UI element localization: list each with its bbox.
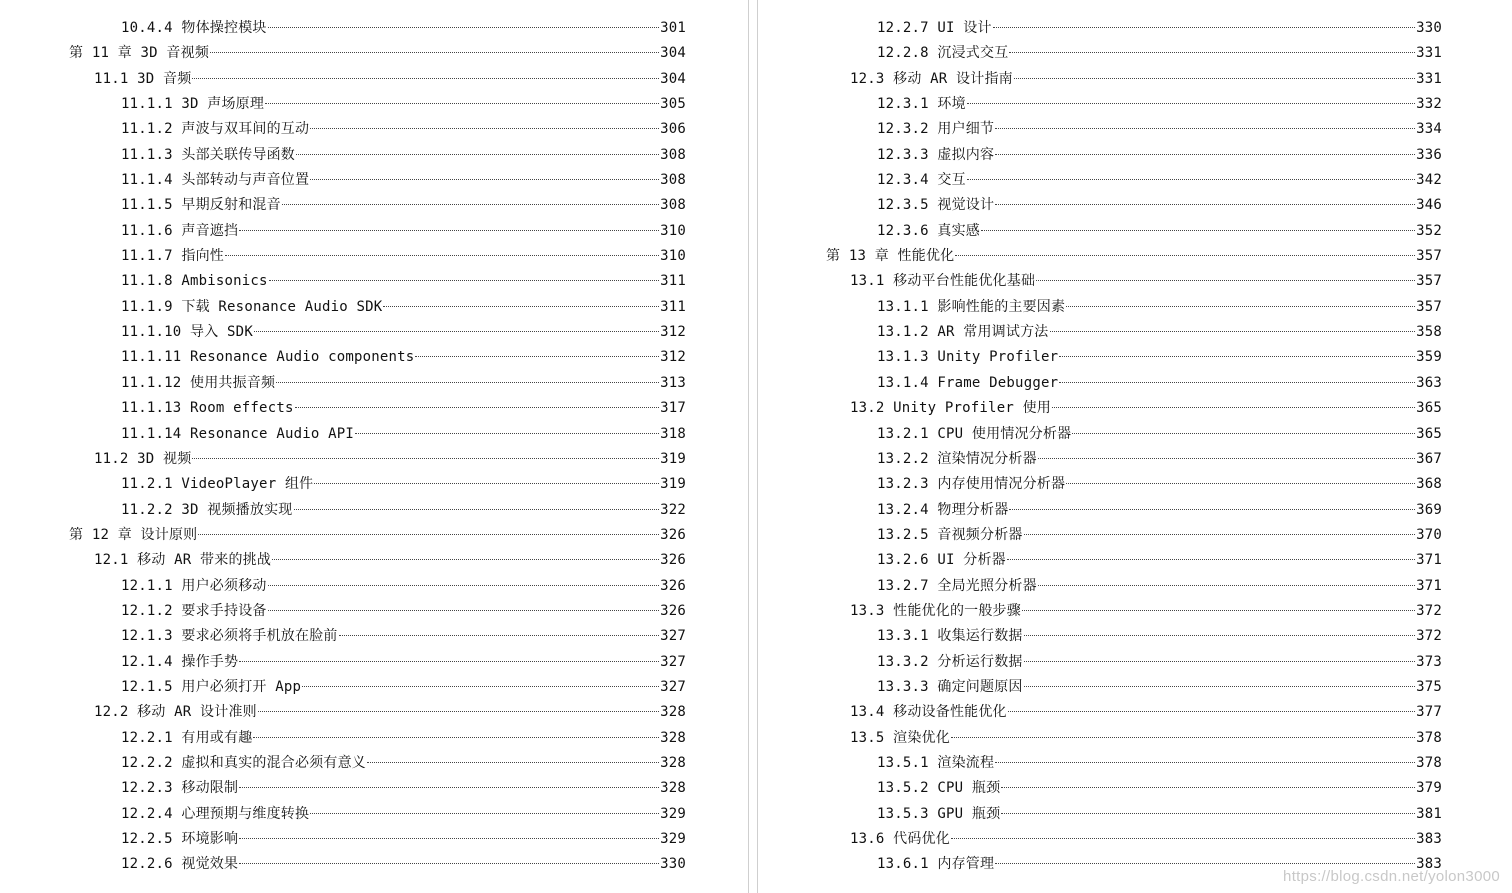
toc-entry-title: 13.5.2 CPU 瓶颈 [877,780,1001,797]
toc-entry[interactable] [0,700,686,725]
toc-entry-title: 13.6.1 内存管理 [877,856,995,873]
toc-entry[interactable] [0,219,686,244]
toc-entry-title: 12.2.6 视觉效果 [121,856,239,873]
left-page [0,0,748,893]
toc-entry-title: 11.1.6 声音遮挡 [121,222,239,239]
toc-entry-title: 13.2.2 渲染情况分析器 [877,450,1037,467]
toc-entry-title: 13.2.3 内存使用情况分析器 [877,476,1066,493]
toc-entry-page-number: 329 [660,831,686,847]
toc-entry-title: 13.2.7 全局光照分析器 [877,577,1037,594]
toc-entry-page-number: 328 [660,729,686,746]
toc-entry[interactable] [0,802,686,827]
toc-entry-title: 13.2.6 UI 分析器 [877,552,1006,569]
toc-entry-title: 12.3.1 环境 [877,96,966,113]
dot-leader [1066,483,1415,484]
toc-entry[interactable] [758,624,1442,649]
toc-entry-title: 第 13 章 性能优化 [826,248,955,265]
toc-entry-page-number: 378 [1416,754,1442,771]
toc-entry-page-number: 330 [660,856,686,873]
toc-entry-title: 11.1.2 声波与双耳间的互动 [121,121,310,138]
toc-entry-page-number: 330 [1416,20,1442,36]
dot-leader [383,306,659,307]
toc-entry-title: 第 12 章 设计原则 [69,526,198,543]
toc-entry-title: 13.5.3 GPU 瓶颈 [877,805,1001,822]
toc-entry[interactable] [0,422,686,447]
toc-entry[interactable] [758,269,1442,294]
toc-entry[interactable] [758,599,1442,624]
dot-leader [1009,509,1415,510]
dot-leader [272,559,659,560]
toc-entry-title: 11.1.11 Resonance Audio components [121,349,415,366]
dot-leader [225,255,659,256]
toc-entry-page-number: 381 [1416,805,1442,822]
toc-entry-page-number: 305 [660,96,686,113]
dot-leader [1024,686,1416,687]
toc-entry[interactable] [758,16,1442,41]
toc-entry[interactable] [758,345,1442,370]
toc-entry-page-number: 328 [660,704,686,721]
toc-entry-title: 12.2.5 环境影响 [121,831,239,847]
dot-leader [239,863,659,864]
dot-leader [1001,787,1415,788]
toc-entry-title: 10.4.4 物体操控模块 [121,20,267,36]
toc-entry[interactable] [758,143,1442,168]
toc-entry-page-number: 379 [1416,780,1442,797]
dot-leader [1038,585,1415,586]
dot-leader [276,382,659,383]
toc-entry-page-number: 371 [1416,577,1442,594]
toc-entry[interactable] [758,776,1442,801]
dot-leader [355,433,659,434]
toc-entry[interactable] [0,650,686,675]
dot-leader [239,787,659,788]
toc-entry-title: 11.2.1 VideoPlayer 组件 [121,476,314,493]
toc-entry[interactable] [0,574,686,599]
toc-entry-page-number: 375 [1416,678,1442,695]
dot-leader [339,635,660,636]
toc-entry-page-number: 357 [1416,248,1442,265]
toc-entry-title: 12.3.2 用户细节 [877,121,995,138]
dot-leader [951,838,1415,839]
toc-entry-page-number: 346 [1416,197,1442,214]
toc-entry[interactable] [0,852,686,877]
toc-entry-page-number: 326 [660,552,686,569]
toc-entry-title: 11.1.12 使用共振音频 [121,374,276,391]
dot-leader [258,711,659,712]
toc-entry-page-number: 367 [1416,450,1442,467]
dot-leader [1008,711,1415,712]
dot-leader [1066,306,1415,307]
toc-entry-page-number: 368 [1416,476,1442,493]
dot-leader [1007,559,1415,560]
toc-entry-title: 13.1 移动平台性能优化基础 [850,273,1036,290]
toc-entry[interactable] [758,41,1442,66]
toc-entry-title: 13.3 性能优化的一般步骤 [850,602,1021,619]
toc-entry-title: 11.1.13 Room effects [121,400,294,417]
toc-entry-page-number: 310 [660,222,686,239]
toc-entry-page-number: 301 [660,20,686,36]
toc-entry[interactable] [758,295,1442,320]
dot-leader [955,255,1415,256]
toc-entry-page-number: 317 [660,400,686,417]
toc-entry[interactable] [758,523,1442,548]
toc-entry-title: 11.1.8 Ambisonics [121,273,268,290]
toc-entry[interactable] [758,802,1442,827]
toc-entry-page-number: 319 [660,450,686,467]
toc-entry-title: 12.2.3 移动限制 [121,780,239,797]
toc-entry-title: 13.2 Unity Profiler 使用 [850,400,1051,417]
toc-entry[interactable] [758,675,1442,700]
dot-leader [967,103,1415,104]
dot-leader [1024,661,1416,662]
toc-entry-title: 12.1.3 要求必须将手机放在脸前 [121,628,338,645]
toc-entry-page-number: 331 [1416,70,1442,87]
toc-list-left [0,16,686,878]
toc-entry[interactable] [0,751,686,776]
toc-entry-page-number: 359 [1416,349,1442,366]
toc-entry-title: 13.2.1 CPU 使用情况分析器 [877,425,1072,442]
toc-entry-title: 12.3.3 虚拟内容 [877,146,995,163]
toc-entry-page-number: 327 [660,678,686,695]
toc-entry-title: 12.2 移动 AR 设计准则 [94,704,257,721]
toc-entry[interactable] [0,523,686,548]
toc-entry-page-number: 322 [660,501,686,518]
dot-leader [239,230,659,231]
toc-entry-page-number: 336 [1416,146,1442,163]
toc-entry[interactable] [0,345,686,370]
toc-entry-page-number: 310 [660,248,686,265]
toc-entry-page-number: 372 [1416,628,1442,645]
toc-entry[interactable] [0,599,686,624]
toc-entry-page-number: 328 [660,780,686,797]
toc-entry-title: 11.2.2 3D 视频播放实现 [121,501,293,518]
toc-entry-page-number: 372 [1416,602,1442,619]
toc-entry-title: 12.1.5 用户必须打开 App [121,678,302,695]
toc-entry-title: 11.1 3D 音频 [94,70,192,87]
toc-entry-page-number: 311 [660,273,686,290]
toc-entry[interactable] [758,371,1442,396]
toc-entry-page-number: 370 [1416,526,1442,543]
toc-entry-title: 11.1.5 早期反射和混音 [121,197,281,214]
toc-entry[interactable] [758,447,1442,472]
toc-entry-page-number: 378 [1416,729,1442,746]
toc-entry[interactable] [758,168,1442,193]
toc-entry[interactable] [758,498,1442,523]
toc-entry[interactable] [0,498,686,523]
toc-entry-title: 13.1.4 Frame Debugger [877,374,1059,391]
dot-leader [269,280,659,281]
toc-entry-page-number: 371 [1416,552,1442,569]
dot-leader [198,534,659,535]
toc-entry-page-number: 327 [660,628,686,645]
toc-entry[interactable] [758,193,1442,218]
toc-entry[interactable] [0,295,686,320]
dot-leader [1014,78,1415,79]
dot-leader [192,458,659,459]
toc-entry-page-number: 377 [1416,704,1442,721]
toc-entry[interactable] [758,422,1442,447]
toc-entry-title: 12.2.7 UI 设计 [877,20,992,36]
toc-entry-title: 11.1.1 3D 声场原理 [121,96,265,113]
toc-entry-page-number: 308 [660,172,686,189]
dot-leader [192,78,659,79]
toc-entry-page-number: 363 [1416,374,1442,391]
toc-entry[interactable] [0,193,686,218]
toc-entry-title: 13.5 渲染优化 [850,729,950,746]
dot-leader [310,128,659,129]
dot-leader [1024,635,1416,636]
toc-entry-page-number: 326 [660,577,686,594]
toc-entry[interactable] [758,320,1442,345]
toc-entry-title: 13.1.2 AR 常用调试方法 [877,324,1049,341]
toc-entry-title: 13.2.5 音视频分析器 [877,526,1023,543]
toc-entry[interactable] [0,675,686,700]
dot-leader [1009,52,1415,53]
toc-entry[interactable] [758,67,1442,92]
toc-entry-title: 11.2 3D 视频 [94,450,192,467]
dot-leader [310,179,659,180]
dot-leader [981,230,1415,231]
toc-entry-title: 13.3.3 确定问题原因 [877,678,1023,695]
dot-leader [239,661,659,662]
dot-leader [995,154,1415,155]
toc-entry[interactable] [758,92,1442,117]
toc-entry[interactable] [0,244,686,269]
toc-entry-title: 11.1.7 指向性 [121,248,225,265]
dot-leader [254,331,659,332]
toc-entry-title: 12.2.2 虚拟和真实的混合必须有意义 [121,754,367,771]
toc-entry-title: 第 11 章 3D 音视频 [69,45,210,62]
dot-leader [1059,356,1415,357]
dot-leader [265,103,659,104]
toc-entry-title: 13.1.3 Unity Profiler [877,349,1059,366]
toc-entry-title: 12.2.1 有用或有趣 [121,729,253,746]
toc-entry-page-number: 365 [1416,400,1442,417]
toc-entry-title: 13.1.1 影响性能的主要因素 [877,298,1066,315]
toc-entry-page-number: 306 [660,121,686,138]
dot-leader [1059,382,1415,383]
watermark: https://blog.csdn.net/yolon3000 [1283,868,1500,885]
dot-leader [1038,458,1415,459]
toc-entry-page-number: 334 [1416,121,1442,138]
dot-leader [310,813,659,814]
toc-entry-title: 11.1.4 头部转动与声音位置 [121,172,310,189]
toc-entry-page-number: 308 [660,197,686,214]
toc-entry-title: 12.2.4 心理预期与维度转换 [121,805,310,822]
dot-leader [1036,280,1415,281]
toc-entry-page-number: 373 [1416,653,1442,670]
dot-leader [295,407,660,408]
toc-entry[interactable] [0,143,686,168]
dot-leader [268,27,660,28]
toc-entry-page-number: 357 [1416,273,1442,290]
toc-entry-title: 12.3.5 视觉设计 [877,197,995,214]
dot-leader [282,204,659,205]
toc-entry-page-number: 342 [1416,172,1442,189]
toc-entry-title: 13.4 移动设备性能优化 [850,704,1007,721]
toc-entry-title: 12.3 移动 AR 设计指南 [850,70,1013,87]
toc-entry[interactable] [0,472,686,497]
toc-entry[interactable] [758,650,1442,675]
toc-entry-page-number: 304 [660,70,686,87]
toc-entry-page-number: 357 [1416,298,1442,315]
toc-entry[interactable] [758,751,1442,776]
dot-leader [995,863,1415,864]
toc-entry-title: 11.1.10 导入 SDK [121,324,253,341]
dot-leader [314,483,659,484]
toc-entry[interactable] [758,244,1442,269]
toc-entry[interactable] [758,117,1442,142]
toc-entry-page-number: 318 [660,425,686,442]
toc-entry[interactable] [758,574,1442,599]
toc-entry[interactable] [758,396,1442,421]
toc-entry-title: 12.2.8 沉浸式交互 [877,45,1009,62]
dot-leader [951,737,1415,738]
toc-entry-title: 12.3.4 交互 [877,172,966,189]
dot-leader [1001,813,1415,814]
page-gutter [748,0,758,893]
dot-leader [995,204,1415,205]
toc-entry-page-number: 327 [660,653,686,670]
toc-entry[interactable] [0,726,686,751]
toc-entry-page-number: 313 [660,374,686,391]
toc-entry[interactable] [0,447,686,472]
dot-leader [268,585,660,586]
right-page [758,0,1512,893]
dot-leader [253,737,659,738]
toc-list-right [758,16,1442,878]
toc-entry[interactable] [758,827,1442,852]
dot-leader [239,838,659,839]
dot-leader [1024,534,1416,535]
toc-entry[interactable] [0,16,686,41]
toc-entry-page-number: 319 [660,476,686,493]
toc-entry-title: 12.1.2 要求手持设备 [121,602,267,619]
toc-entry-page-number: 308 [660,146,686,163]
toc-entry[interactable] [0,41,686,66]
toc-entry-title: 11.1.3 头部关联传导函数 [121,146,296,163]
toc-entry-title: 11.1.9 下载 Resonance Audio SDK [121,298,383,315]
toc-entry-page-number: 312 [660,324,686,341]
toc-entry[interactable] [0,548,686,573]
toc-entry-page-number: 312 [660,349,686,366]
toc-entry[interactable] [758,700,1442,725]
toc-entry-page-number: 326 [660,602,686,619]
toc-entry-title: 13.6 代码优化 [850,831,950,847]
toc-entry[interactable] [0,776,686,801]
dot-leader [993,27,1415,28]
toc-entry-page-number: 331 [1416,45,1442,62]
toc-entry[interactable] [0,827,686,852]
toc-entry[interactable] [0,396,686,421]
dot-leader [302,686,659,687]
toc-entry-title: 12.1 移动 AR 带来的挑战 [94,552,272,569]
toc-entry-page-number: 365 [1416,425,1442,442]
toc-entry[interactable] [0,371,686,396]
dot-leader [967,179,1415,180]
dot-leader [268,610,660,611]
toc-entry-page-number: 311 [660,298,686,315]
toc-entry[interactable] [0,320,686,345]
toc-entry[interactable] [758,219,1442,244]
toc-entry[interactable] [0,117,686,142]
toc-entry[interactable] [758,726,1442,751]
toc-entry-title: 13.3.2 分析运行数据 [877,653,1023,670]
dot-leader [296,154,659,155]
toc-entry-page-number: 352 [1416,222,1442,239]
dot-leader [1022,610,1415,611]
toc-entry-page-number: 329 [660,805,686,822]
toc-entry[interactable] [0,269,686,294]
toc-entry-page-number: 332 [1416,96,1442,113]
toc-entry-page-number: 326 [660,526,686,543]
toc-entry-title: 13.3.1 收集运行数据 [877,628,1023,645]
dot-leader [995,762,1415,763]
toc-entry-title: 13.5.1 渲染流程 [877,754,995,771]
toc-entry-page-number: 328 [660,754,686,771]
dot-leader [294,509,660,510]
toc-entry-page-number: 304 [660,45,686,62]
toc-entry-page-number: 383 [1416,831,1442,847]
toc-entry-title: 12.1.1 用户必须移动 [121,577,267,594]
dot-leader [995,128,1415,129]
toc-entry[interactable] [0,92,686,117]
toc-entry[interactable] [0,168,686,193]
toc-entry-title: 12.3.6 真实感 [877,222,981,239]
toc-entry[interactable] [758,472,1442,497]
dot-leader [415,356,659,357]
dot-leader [367,762,659,763]
dot-leader [1050,331,1416,332]
toc-entry-title: 12.1.4 操作手势 [121,653,239,670]
dot-leader [1052,407,1415,408]
toc-entry-title: 11.1.14 Resonance Audio API [121,425,354,442]
toc-entry[interactable] [0,624,686,649]
toc-entry[interactable] [758,548,1442,573]
toc-entry-title: 13.2.4 物理分析器 [877,501,1009,518]
dot-leader [1072,433,1415,434]
toc-entry-page-number: 369 [1416,501,1442,518]
toc-entry-page-number: 383 [1416,856,1442,873]
toc-entry[interactable] [0,67,686,92]
dot-leader [210,52,659,53]
toc-entry-page-number: 358 [1416,324,1442,341]
